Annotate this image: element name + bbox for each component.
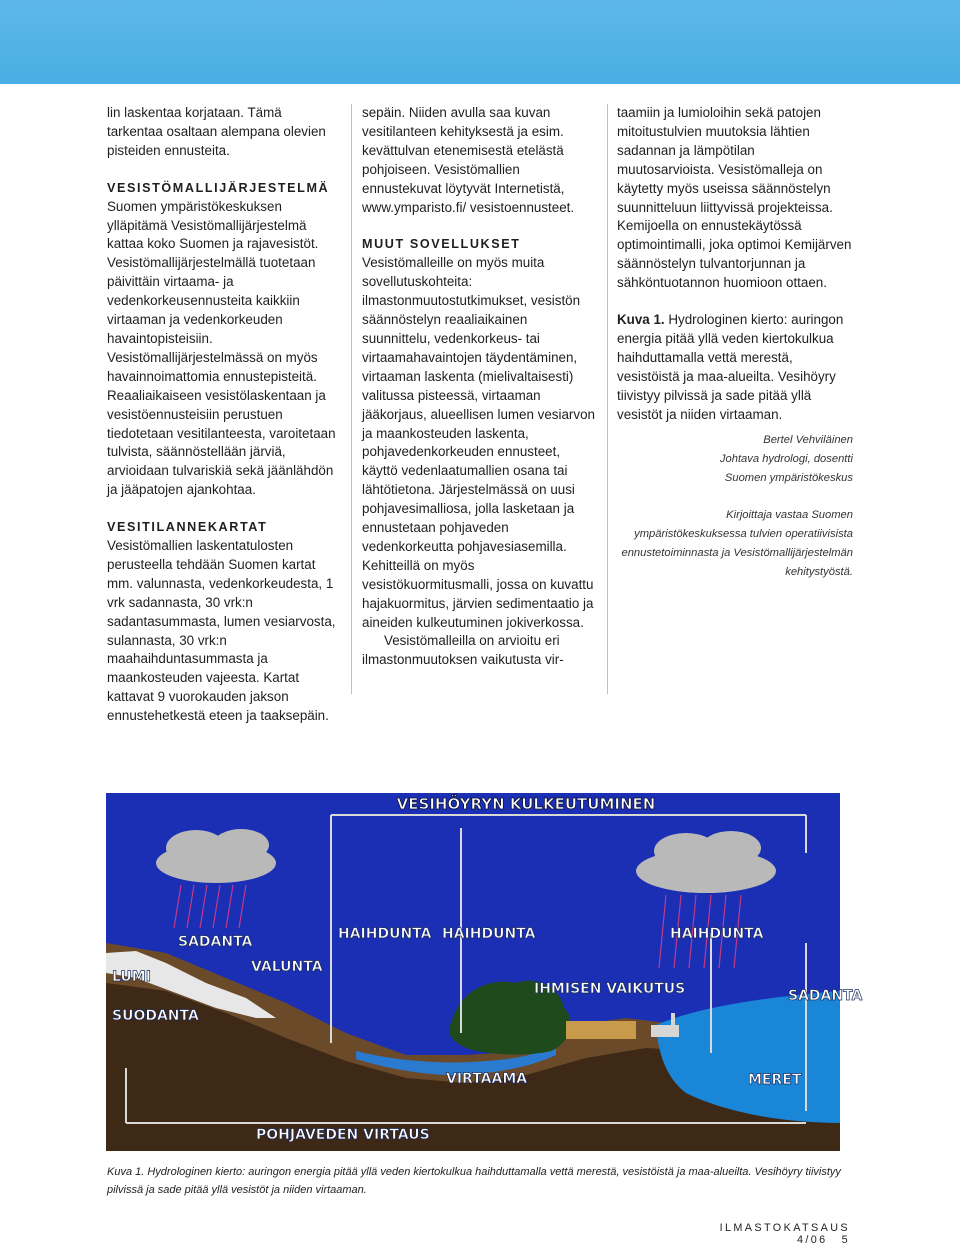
label-haihdunta-1: HAIHDUNTA [338,926,432,942]
label-meret: MERET [748,1072,802,1088]
label-pohjaveden-virtaus: POHJAVEDEN VIRTAUS [256,1127,430,1143]
paragraph: Vesistömalleilla on arvioitu eri ilmastonmuutoksen vaikutusta vir- [362,633,564,668]
label-sadanta-left: SADANTA [178,934,253,950]
column-divider [351,104,352,694]
section-heading: MUUT SOVELLUKSET [362,237,521,252]
label-haihdunta-3: HAIHDUNTA [670,926,764,942]
figure-note [617,311,853,424]
label-lumi: LUMI [112,969,151,985]
hydrological-cycle-figure [106,793,863,1151]
figure-label: Kuva 1. [617,312,665,328]
paragraph: taamiin ja lumioloihin sekä patojen mitoitustulvien muutoksia lähtien sadannan ja lämpötilan muutosarvioista. Vesistömalleja on käytetty myös useissa säännöstelyn suunnitteluun liittyvissä projekteissa. Kemijoella on ennustekäytössä optimointimalli, joka optimoi Kemijärven säännöstelyn tulvantorjunnan ja sähköntuotannon huomioon ottaen. [617,105,852,291]
publication-name: ILMASTOKATSAUS 4/06 [719,1222,850,1246]
paragraph: lin laskentaa korjataan. Tämä tarkentaa osaltaan alempana olevien pisteiden ennusteita. [107,105,326,158]
text-column-1 [107,104,341,726]
page-number: 5 [841,1234,850,1246]
page-footer [690,1222,850,1246]
author-org: Suomen ympäristökeskus [724,471,853,484]
cloud-left [156,829,276,883]
author-note: Kirjoittaja vastaa Suomen ympäristökeskuksessa tulvien operatiivisista ennustetoiminnasta ja Vesistömallijärjestelmän kehitystyöstä. [621,508,853,578]
label-haihdunta-2: HAIHDUNTA [442,926,536,942]
text-column-2 [362,104,598,670]
figure-note-text: Hydrologinen kierto: auringon energia pitää yllä veden kiertokulkua haihduttamalla vettä merestä, vesistöistä ja maa-alueilta. Vesihöyry tiivistyy pilvissä ja sade pitää yllä vesistöt ja niiden virtaaman. [617,312,844,422]
paragraph: Vesistömalleille on myös muita sovellutuskohteita: ilmastonmuutostutkimukset, vesistön säännöstelyn reaaliaikainen suunnittelu, vedenkorkeus- tai virtaamahavaintojen täydentäminen, virtaaman laskenta (mielivaltaisesti) valitussa pisteessä, virtaaman jääkorjaus, alueellisen lumen vesiarvon ja maankosteuden laskenta, pohjavedenkorkeuden ennusteet, käyttö vedenlaatumallien osana tai lähtötietona. Järjestelmässä on uusi pohjavesimalliosa, jolla lasketaan ja ennustetaan pohjaveden vedenkorkeutta pohjavesiasemilla. Kehitteillä on myös vesistökuormitusmalli, jossa on kuvattu hajakuormitus, järvien sedimentaatio ja aineiden kulkeutuminen jokiverkossa. [362,255,595,630]
paragraph: Suomen ympäristökeskuksen ylläpitämä Vesistömallijärjestelmä kattaa koko Suomen ja rajavesistöt. Vesistömallijärjestelmällä tuotetaan päivittäin virtaama- ja vedenkorkeusennusteita kaikkiin virtaaman ja vedenkorkeuden havaintopisteisiin. Vesistömallijärjestelmässä on myös havainnoimattomia ennustepisteitä. Reaaliaikaiseen vesistölaskentaan ja vesistöennusteisiin perustuen tiedotetaan vesitilanteesta, varoitetaan tulvista, säännöstellään järviä, arvioidaan tulvariskiä sekä jäänlähdön ja jääpatojen ajankohtaa. [107,198,336,498]
farm-field [566,1021,636,1039]
section-heading: VESITILANNEKARTAT [107,520,268,535]
column-divider [607,104,608,694]
paragraph: sepäin. Niiden avulla saa kuvan vesitilanteen kehityksestä ja esim. kevättulvan etenemisestä etelästä pohjoiseen. Vesistömallien ennustekuvat löytyvät Internetistä, www.ymparisto.fi/ vesistoennusteet. [362,105,575,215]
figure-title: VESIHÖYRYN KULKEUTUMINEN [396,795,656,813]
author-name: Bertel Vehviläinen [763,433,853,446]
factory [651,1025,679,1037]
header-band [0,0,960,84]
paragraph: Vesistömallien laskentatulosten perusteella tehdään Suomen kartat mm. valunnasta, vedenkorkeudesta, 1 vrk sadannasta, 30 vrk:n sadantasummasta, lumen vesiarvosta, sulannasta, 30 vrk:n maahaihduntasummasta ja maankosteuden vajeesta. Kartat kattavat 9 vuorokauden jakson ennustehetkestä eteen ja taaksepäin. [107,538,336,724]
label-ihmisen-vaikutus: IHMISEN VAIKUTUS [534,981,686,997]
label-sadanta-right: SADANTA [788,988,863,1004]
label-suodanta: SUODANTA [112,1008,199,1024]
author-title: Johtava hydrologi, dosentti [719,452,853,465]
section-heading: VESISTÖMALLIJÄRJESTELMÄ [107,180,330,195]
label-valunta: VALUNTA [251,959,323,975]
figure-caption: Kuva 1. Hydrologinen kierto: auringon energia pitää yllä veden kiertokulkua haihduttamalla vettä merestä, vesistöistä ja maa-alueilta. Vesihöyry tiivistyy pilvissä ja sade pitää yllä vesistöt ja niiden virtaaman. [107,1166,841,1196]
label-virtaama: VIRTAAMA [446,1071,528,1087]
chimney [671,1013,675,1025]
text-column-3 [617,104,853,582]
